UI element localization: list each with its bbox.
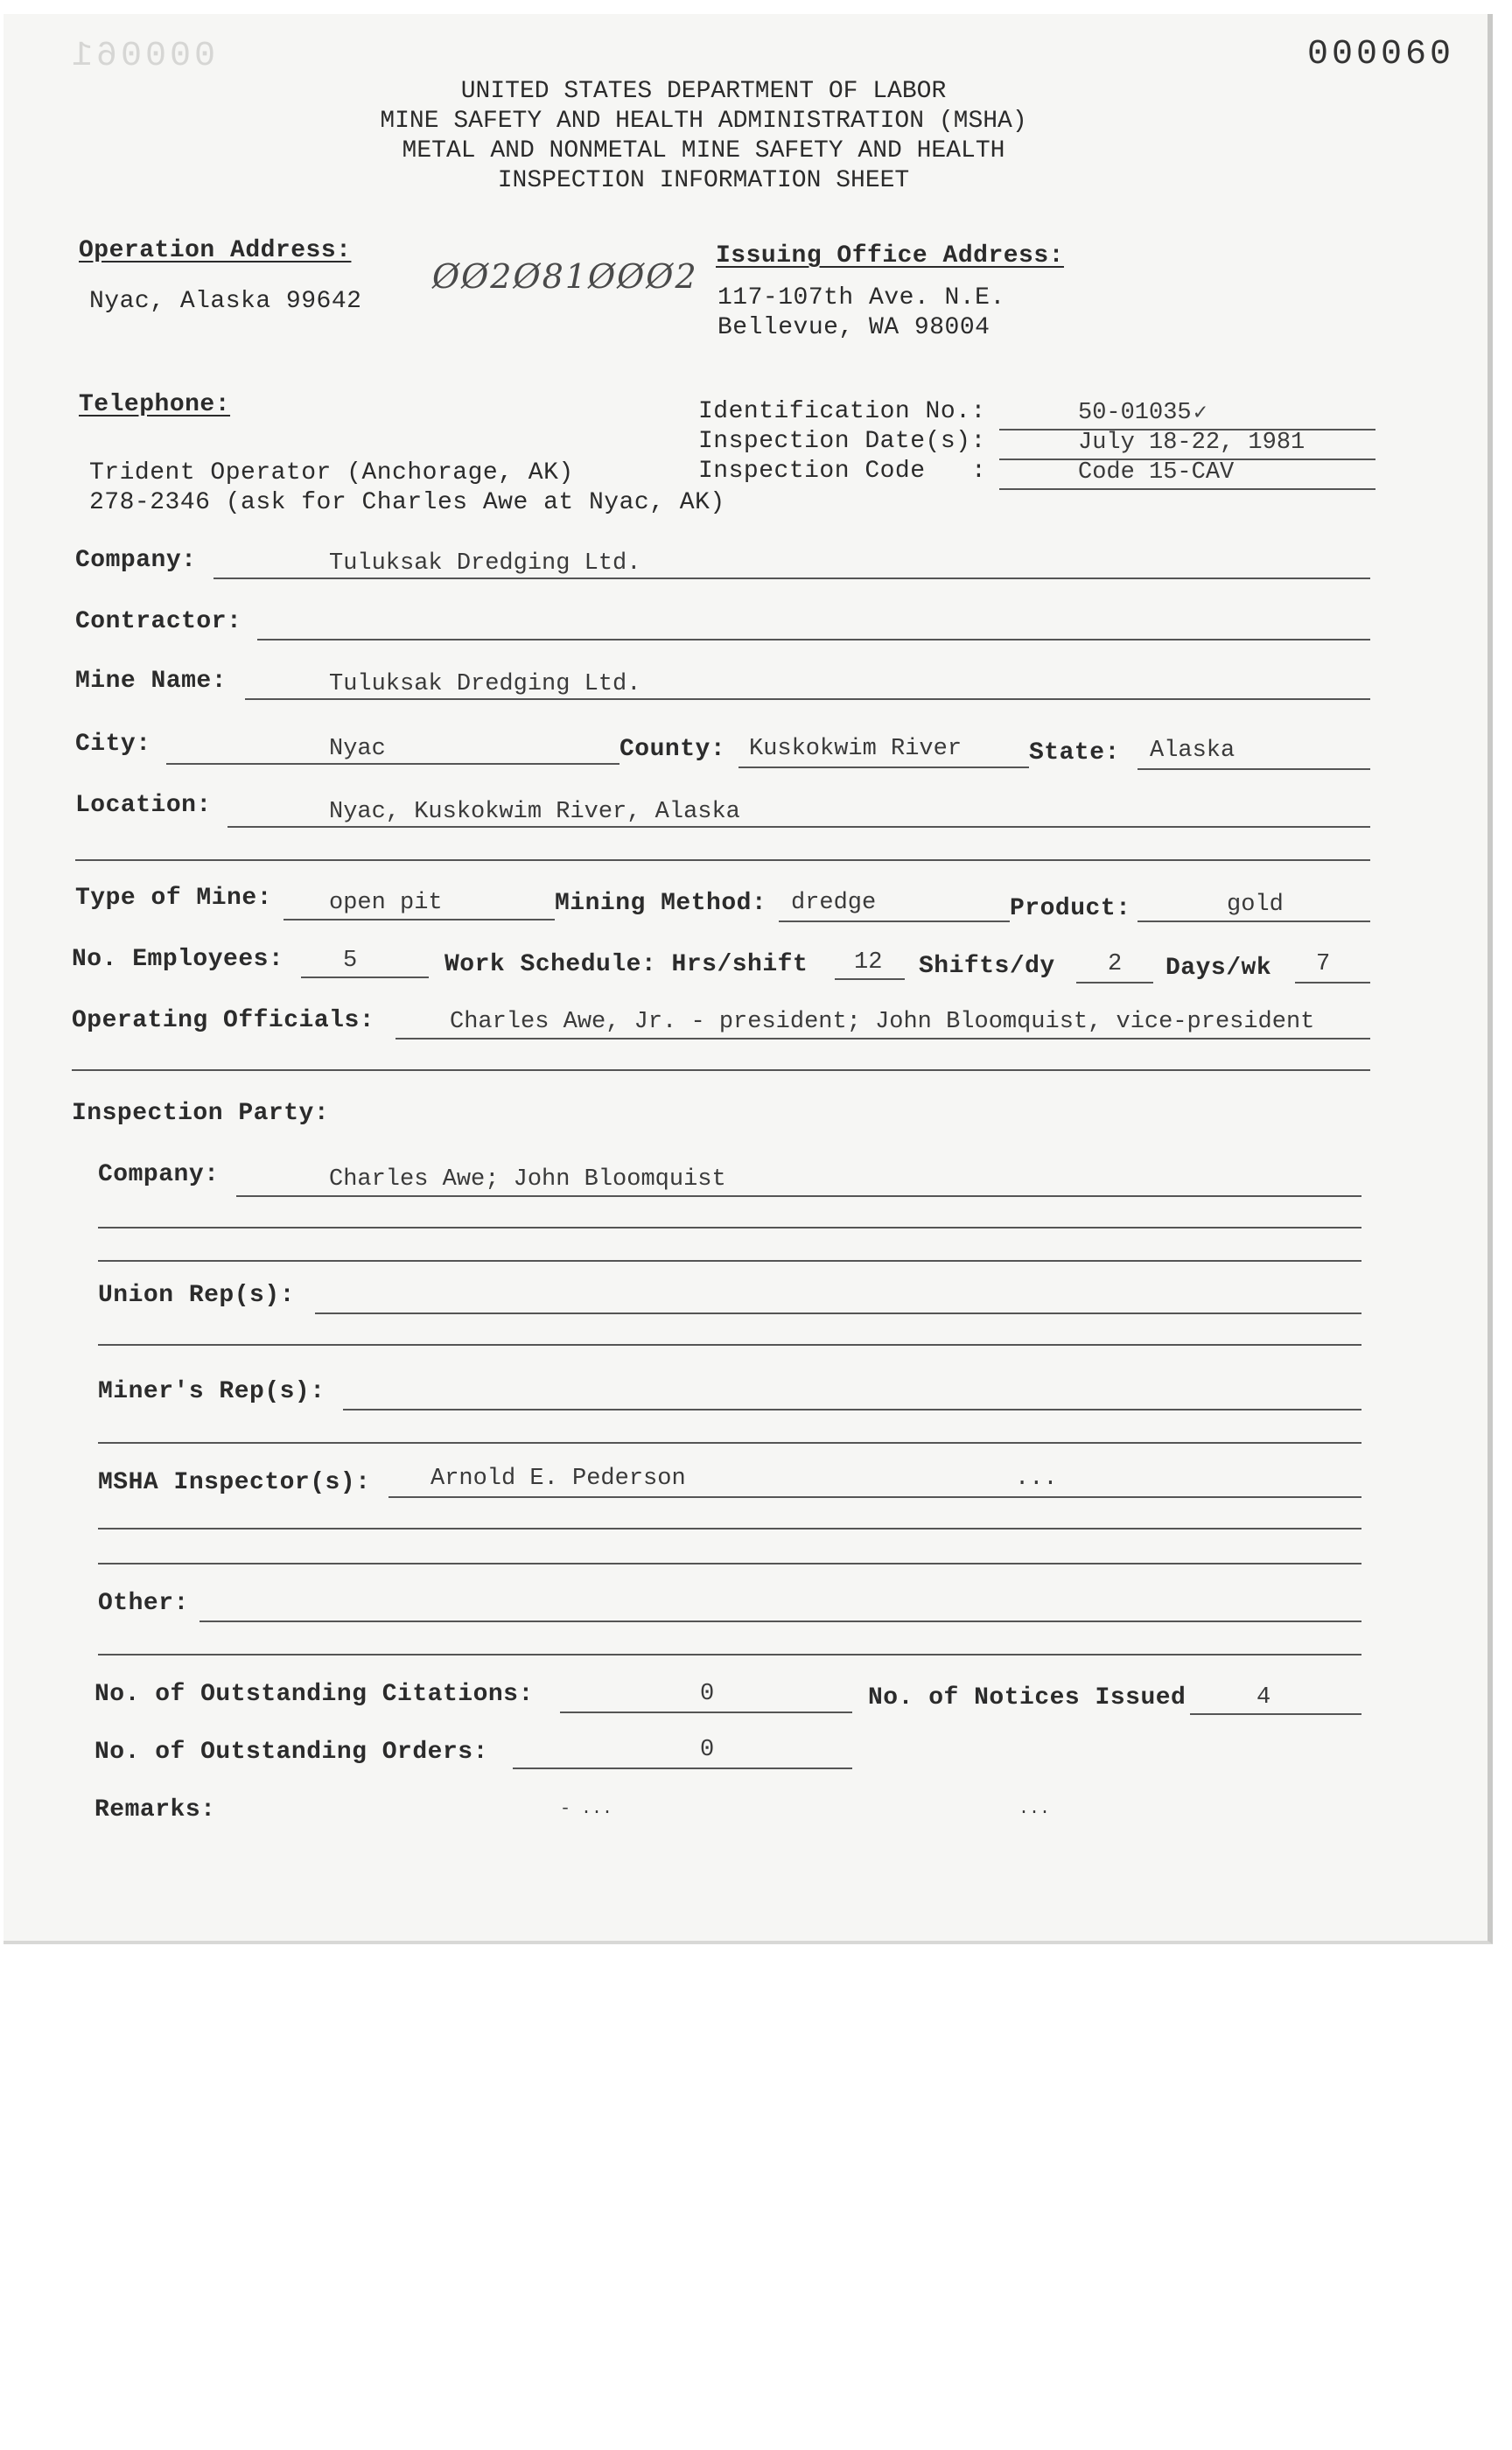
mine-name-line bbox=[245, 698, 1370, 700]
other-line bbox=[200, 1620, 1362, 1622]
employees-line bbox=[301, 976, 429, 978]
remarks-mark-2: ... bbox=[1018, 1799, 1051, 1819]
notices-line bbox=[1190, 1713, 1362, 1715]
header-agency: MINE SAFETY AND HEALTH ADMINISTRATION (MSHA) bbox=[380, 108, 1027, 135]
product-value: gold bbox=[1227, 892, 1284, 918]
inspection-code-value: Code 15-CAV bbox=[1078, 459, 1235, 486]
company-line bbox=[214, 578, 1370, 579]
issuing-office-label: Issuing Office Address: bbox=[716, 242, 1064, 270]
party-company-label: Company: bbox=[98, 1161, 220, 1188]
state-line bbox=[1138, 768, 1370, 770]
page-number-stamp: 000060 bbox=[1307, 35, 1455, 74]
mining-method-label: Mining Method: bbox=[555, 890, 767, 917]
contractor-line bbox=[257, 639, 1370, 640]
msha-inspector-line-3 bbox=[98, 1563, 1362, 1564]
header-department: UNITED STATES DEPARTMENT OF LABOR bbox=[460, 78, 947, 105]
product-line bbox=[1138, 920, 1370, 922]
handwritten-id: ØØ2Ø81ØØØ2 bbox=[432, 257, 698, 296]
company-value: Tuluksak Dredging Ltd. bbox=[329, 550, 641, 577]
mine-name-value: Tuluksak Dredging Ltd. bbox=[329, 671, 641, 697]
party-company-line bbox=[236, 1195, 1362, 1197]
telephone-line2: 278-2346 (ask for Charles Awe at Nyac, AK) bbox=[89, 489, 725, 516]
state-value: Alaska bbox=[1150, 738, 1236, 764]
orders-value: 0 bbox=[700, 1737, 715, 1763]
location-line-2 bbox=[75, 859, 1370, 861]
identification-label: Identification No.: bbox=[698, 398, 986, 425]
msha-inspector-line bbox=[388, 1496, 1362, 1498]
mine-type-value: open pit bbox=[329, 890, 443, 916]
operating-officials-value: Charles Awe, Jr. - president; John Bloomquist, vice-president bbox=[450, 1009, 1315, 1035]
telephone-line1: Trident Operator (Anchorage, AK) bbox=[89, 459, 574, 486]
header-form-title: INSPECTION INFORMATION SHEET bbox=[497, 167, 910, 194]
issuing-office-line2: Bellevue, WA 98004 bbox=[718, 314, 990, 341]
state-label: State: bbox=[1029, 739, 1120, 766]
inspection-date-label: Inspection Date(s): bbox=[698, 428, 986, 455]
inspection-code-label: Inspection Code bbox=[698, 458, 926, 485]
mining-method-line bbox=[779, 920, 1010, 922]
party-company-line-3 bbox=[98, 1260, 1362, 1262]
check-mark-icon: ✓ bbox=[1194, 400, 1208, 426]
orders-line bbox=[513, 1768, 852, 1769]
location-line bbox=[228, 826, 1370, 828]
union-rep-label: Union Rep(s): bbox=[98, 1282, 295, 1309]
days-line bbox=[1295, 982, 1370, 984]
notices-label: No. of Notices Issued bbox=[868, 1684, 1186, 1712]
inspection-date-value: July 18-22, 1981 bbox=[1078, 430, 1306, 456]
city-value: Nyac bbox=[329, 736, 386, 762]
shifts-value: 2 bbox=[1108, 951, 1123, 977]
citations-line bbox=[560, 1712, 852, 1713]
city-line bbox=[166, 763, 620, 765]
notices-value: 4 bbox=[1256, 1684, 1271, 1711]
party-company-value: Charles Awe; John Bloomquist bbox=[329, 1166, 726, 1193]
operation-address-label: Operation Address: bbox=[79, 237, 352, 264]
mining-method-value: dredge bbox=[791, 890, 877, 916]
orders-label: No. of Outstanding Orders: bbox=[94, 1739, 488, 1766]
employees-value: 5 bbox=[343, 948, 358, 974]
mine-type-line bbox=[284, 919, 555, 920]
product-label: Product: bbox=[1010, 895, 1131, 922]
union-rep-line-2 bbox=[98, 1344, 1362, 1346]
citations-label: No. of Outstanding Citations: bbox=[94, 1681, 534, 1708]
employees-label: No. Employees: bbox=[72, 946, 284, 973]
issuing-office-line1: 117-107th Ave. N.E. bbox=[718, 284, 1005, 312]
company-label: Company: bbox=[75, 547, 197, 574]
party-company-line-2 bbox=[98, 1227, 1362, 1228]
union-rep-line bbox=[315, 1312, 1362, 1314]
shifts-label: Shifts/dy bbox=[919, 953, 1055, 980]
hrs-shift-line bbox=[835, 978, 905, 980]
inspection-code-colon: : bbox=[971, 458, 987, 485]
inspection-code-line bbox=[999, 488, 1376, 490]
operating-officials-label: Operating Officials: bbox=[72, 1007, 375, 1034]
operating-officials-line-2 bbox=[72, 1069, 1370, 1071]
contractor-label: Contractor: bbox=[75, 608, 242, 635]
header-division: METAL AND NONMETAL MINE SAFETY AND HEALTH bbox=[402, 137, 1005, 164]
mine-name-label: Mine Name: bbox=[75, 668, 228, 695]
remarks-mark-1: - ... bbox=[560, 1799, 613, 1819]
msha-inspector-label: MSHA Inspector(s): bbox=[98, 1469, 371, 1496]
other-line-2 bbox=[98, 1654, 1362, 1656]
operating-officials-line bbox=[396, 1038, 1370, 1040]
operation-address-value: Nyac, Alaska 99642 bbox=[89, 288, 362, 315]
county-line bbox=[738, 766, 1029, 768]
shifts-line bbox=[1076, 982, 1153, 984]
citations-value: 0 bbox=[700, 1681, 715, 1707]
days-value: 7 bbox=[1316, 951, 1331, 977]
remarks-label: Remarks: bbox=[94, 1796, 216, 1824]
msha-inspector-dots: ... bbox=[1015, 1466, 1058, 1492]
days-label: Days/wk bbox=[1166, 955, 1272, 982]
identification-value: 50-01035 bbox=[1078, 400, 1192, 426]
msha-inspector-line-2 bbox=[98, 1528, 1362, 1530]
work-schedule-label: Work Schedule: Hrs/shift bbox=[444, 951, 808, 978]
mine-type-label: Type of Mine: bbox=[75, 885, 272, 912]
miners-rep-label: Miner's Rep(s): bbox=[98, 1378, 326, 1405]
location-label: Location: bbox=[75, 792, 212, 819]
inspection-sheet bbox=[4, 14, 1493, 1944]
inspection-party-label: Inspection Party: bbox=[72, 1100, 330, 1127]
hrs-shift-value: 12 bbox=[854, 949, 883, 976]
county-label: County: bbox=[620, 736, 726, 763]
city-label: City: bbox=[75, 731, 151, 758]
location-value: Nyac, Kuskokwim River, Alaska bbox=[329, 799, 740, 825]
msha-inspector-value: Arnold E. Pederson bbox=[430, 1466, 686, 1492]
telephone-label: Telephone: bbox=[79, 391, 231, 418]
other-label: Other: bbox=[98, 1590, 189, 1617]
miners-rep-line bbox=[343, 1409, 1362, 1410]
page-number-ghost: 000061 bbox=[68, 37, 216, 76]
miners-rep-line-2 bbox=[98, 1442, 1362, 1444]
county-value: Kuskokwim River bbox=[749, 736, 962, 762]
